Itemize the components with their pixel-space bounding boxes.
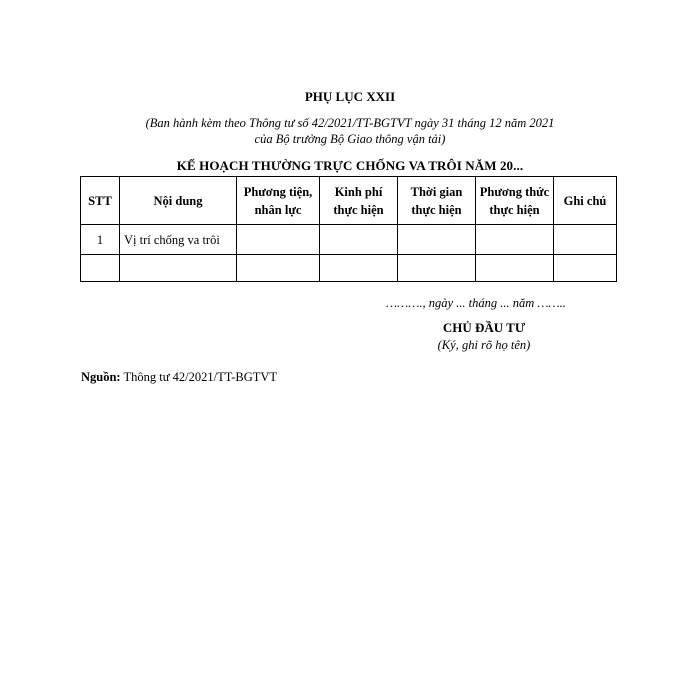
header-time-line2: thực hiện: [411, 202, 462, 217]
issued-line-2: của Bộ trưởng Bộ Giao thông vận tải): [254, 132, 446, 146]
cell-note: [554, 255, 617, 282]
header-means-line1: Phương tiện,: [243, 184, 313, 199]
cell-content: Vị trí chống va trôi: [120, 225, 237, 255]
issued-line-1: (Ban hành kèm theo Thông tư số 42/2021/TT-BGTVT ngày 31 tháng 12 năm 2021: [145, 116, 555, 130]
header-note-label: Ghi chú: [563, 193, 607, 208]
header-content-label: Nội dung: [153, 193, 203, 208]
table-row: [81, 255, 617, 282]
header-method: [476, 177, 554, 225]
header-cost: [320, 177, 398, 225]
source-line: [81, 369, 277, 385]
appendix-title: PHỤ LỤC XXII: [304, 89, 396, 104]
header-content: [120, 177, 237, 225]
signer-title: CHỦ ĐẦU TƯ: [442, 320, 526, 335]
cell-method: [476, 255, 554, 282]
cell-means: [237, 255, 320, 282]
header-note: [554, 177, 617, 225]
header-time-line1: Thời gian: [410, 184, 463, 199]
cell-means: [237, 225, 320, 255]
source-label: Nguồn:: [81, 370, 121, 384]
signer-note: (Ký, ghi rõ họ tên): [437, 338, 531, 352]
cell-content: [120, 255, 237, 282]
header-means: [237, 177, 320, 225]
header-cost-line2: thực hiện: [333, 202, 384, 217]
cell-time: [398, 225, 476, 255]
header-stt: [81, 177, 120, 225]
header-means-line2: nhân lực: [254, 202, 302, 217]
cell-cost: [320, 255, 398, 282]
cell-stt: 1: [81, 225, 120, 255]
table-header-row: [81, 177, 617, 225]
table-row: [81, 225, 617, 255]
plan-title: KẾ HOẠCH THƯỜNG TRỰC CHỐNG VA TRÔI NĂM 20...: [176, 158, 524, 173]
header-stt-label: STT: [88, 193, 112, 208]
header-cost-line1: Kinh phí: [334, 184, 383, 199]
cell-method: [476, 225, 554, 255]
date-line: ………., ngày ... tháng ... năm ……..: [386, 296, 566, 310]
cell-cost: [320, 225, 398, 255]
header-method-line2: thực hiện: [489, 202, 540, 217]
cell-time: [398, 255, 476, 282]
header-time: [398, 177, 476, 225]
plan-table: [80, 176, 617, 282]
source-text: Thông tư 42/2021/TT-BGTVT: [120, 370, 278, 384]
header-method-line1: Phương thức: [479, 184, 550, 199]
cell-stt: [81, 255, 120, 282]
cell-note: [554, 225, 617, 255]
